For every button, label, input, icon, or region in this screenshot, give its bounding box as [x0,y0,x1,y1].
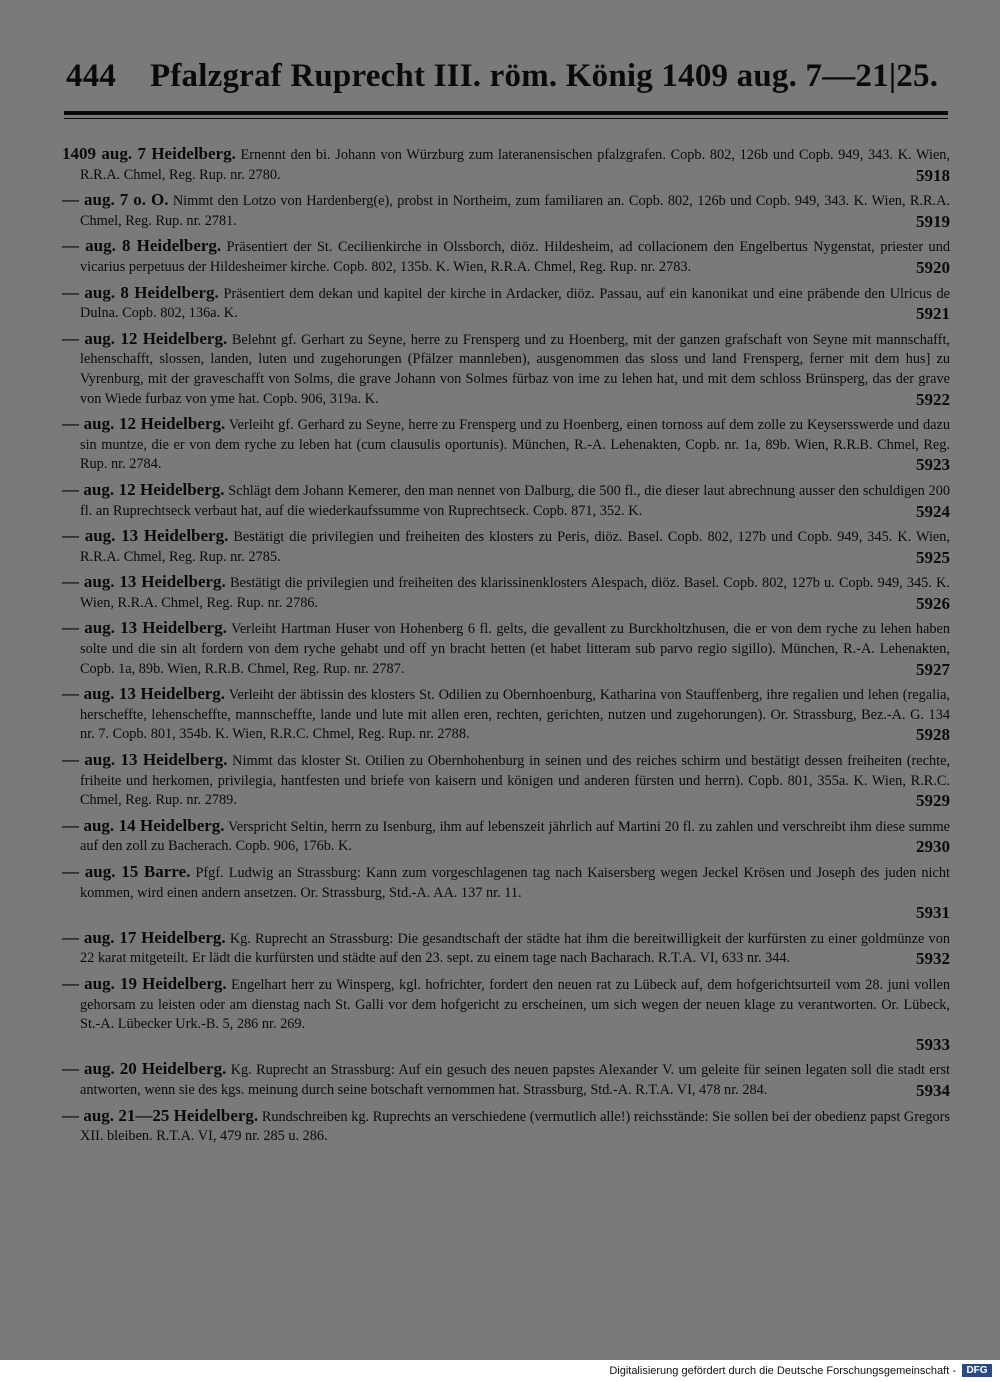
entry-text: Engelhart herr zu Winsperg, kgl. hofrichter, fordert den neuen rat zu Lübeck auf, dem hofgerichtsurteil vom 28. juni vollen gehorsam zu leisten oder am dienstag nach St. Galli vor dem hofgericht zu erscheinen, um sich wegen der neuen klage zu verantworten. Or. Lübeck, St.-A. Lübecker Urk.-B. 5, 286 nr. 269. [80,976,950,1033]
entry-date: — aug. 13 Heidelberg. [62,750,228,770]
entry-text: Präsentiert der St. Cecilienkirche in Olssborch, diöz. Hildesheim, ad collacionem den Engelbertus Nygenstat, priester und vicarius perpetuus der Hildesheimer kirche. Copb. 802, 135b. K. Wien, R.R.A. Chmel, Reg. Rup. nr. 2783. [80,239,951,275]
regest-entry [62,190,950,231]
entry-date: — aug. 12 Heidelberg. [62,328,228,348]
entry-date: — aug. 14 Heidelberg. [62,815,225,835]
entry-number: 5925 [916,547,950,567]
entry-number: 5922 [916,389,950,409]
entry-date: — aug. 15 Barre. [62,862,191,881]
entry-date: — aug. 13 Heidelberg. [62,572,226,592]
regest-entry [62,480,950,521]
regest-entry [62,684,950,745]
header-rule-thin [64,118,948,119]
funding-credit: Digitalisierung gefördert durch die Deutsche Forschungsgemeinschaft - [609,1365,956,1377]
entry-text: Verleiht der äbtissin des klosters St. Odilien zu Obernhoenburg, Katharina von Stauffenberg, ihre regalien und lehen (regalia, herscheffte, lehenscheffte, mannscheffte, lande und lute mit allen eren, rechten, gerichten, nutzen und zugehorungen). Or. Strassburg, Bez.-A. G. 134 nr. 7. Copb. 801, 354b. K. Wien, R.R.C. Chmel, Reg. Rup. nr. 2788. [80,687,950,743]
entry-text: Ernennt den bi. Johann von Würzburg zum lateranensischen pfalzgrafen. Copb. 802, 126b und Copb. 949, 343. K. Wien, R.R.A. Chmel, Reg. Rup. nr. 2780. [80,147,951,183]
entry-number: 5924 [916,501,950,521]
entry-number: 5931 [916,903,950,923]
entry-number: 5929 [916,791,950,811]
regest-entries [62,144,950,1152]
page-title: Pfalzgraf Ruprecht III. röm. König 1409 aug. 7—21|25. [150,58,939,94]
entry-text: Rundschreiben kg. Ruprechts an verschiedene (vermutlich alle!) reichsstände: Sie sollen bei der obedienz papst Gregors XII. bleiben. R.T.A. VI, 479 nr. 285 u. 286. [80,1108,950,1145]
entry-date: — aug. 21—25 Heidelberg. [62,1105,259,1125]
entry-number: 5918 [916,165,950,185]
entry-number: 5920 [916,257,950,277]
entry-number: 5926 [916,593,950,613]
regest-entry [62,414,950,475]
entry-text: Verleiht Hartman Huser von Hohenberg 6 fl. gelts, die gevallent zu Burckholtzhusen, die er von dem ryche zu lehen haben solte und die sin alt fordern von dem ryche gehabt und off yn bracht hetten (et habet litteram sub parvo regio sigillo). München, R.-A. Lehenakten, Copb. 1a, 89b. Wien, R.R.B. Chmel, Reg. Rup. nr. 2787. [80,621,951,677]
footer-bar [0,1360,1000,1382]
regest-entry [62,1059,950,1100]
entry-number: 5933 [916,1034,950,1054]
entry-text: Bestätigt die privilegien und freiheiten des klarissinenklosters Alespach, diöz. Basel. Copb. 802, 127b u. Copb. 949, 345. K. Wien, R.R.A. Chmel, Reg. Rup. nr. 2786. [80,575,950,611]
regest-entry [62,526,950,567]
regest-entry [62,750,950,811]
entry-text: Nimmt das kloster St. Otilien zu Obernhohenburg in seinen und des reiches schirm und bestätigt dessen freiheiten (rechte, friheite und herkomen, privilegia, hantfesten und briefe von kaisern und königen und anderen fürsten und herrn). Copb. 801, 355a. K. Wien, R.R.C. Chmel, Reg. Rup. nr. 2789. [80,753,951,809]
entry-number: 5919 [916,211,950,231]
entry-date: — aug. 17 Heidelberg. [62,927,226,947]
entry-text: Pfgf. Ludwig an Strassburg: Kann zum vorgeschlagenen tag nach Kaisersberg wegen Jeckel Krösen und Joseph des juden nicht kommen, wird einen andern ansetzen. Or. Strassburg, Std.-A. AA. 137 nr. 11. [80,865,950,901]
header-rule-thick [64,111,948,115]
regest-entry [62,283,950,324]
page-header [66,58,946,108]
entry-date: — aug. 13 Heidelberg. [62,526,229,546]
entry-date: — aug. 8 Heidelberg. [62,282,219,302]
entry-text: Präsentiert dem dekan und kapitel der kirche in Ardacker, diöz. Passau, auf ein kanonikat und eine präbende den Ulricus de Dulna. Copb. 802, 136a. K. [80,285,950,322]
entry-text: Verspricht Seltin, herrn zu Isenburg, ihm auf lebenszeit jährlich auf Martini 20 fl. zu zahlen und verschreibt ihm diese summe auf den zoll zu Bacherach. Copb. 906, 176b. K. [80,818,950,855]
entry-date: — aug. 13 Heidelberg. [62,684,226,704]
entry-number: 2930 [916,837,950,857]
regest-entry [62,329,950,409]
entry-text: Kg. Ruprecht an Strassburg: Die gesandtschaft der städte hat ihm die bereitwilligkeit der kurfürsten zu einer goldmünze von 22 karat mitgeteilt. Er lädt die kurfürsten und städte auf den 23. sept. zu einem tage nach Bacharach. R.T.A. VI, 633 nr. 344. [80,930,950,967]
entry-date: — aug. 13 Heidelberg. [62,618,227,638]
entry-number: 5934 [916,1080,950,1100]
entry-text: Belehnt gf. Gerhart zu Seyne, herre zu Frensperg und zu Hoenberg, mit der ganzen grafschaft von Seyne mit mannschafft, lehenschafft, slossen, landen, luten und zugehorungen (Pfälzer mannleben), ausgenommen das sloss und land Frensperg, ferner mit dem hus] zu Vyrenburg, mit der graveschafft von Solms, die grave Johann von Solmes fürbaz von ime zu lehen hat, und mit dem schloss Brünsperg, das der grave von Wiede furbaz von yme hat. Copb. 906, 319a. K. [80,331,950,407]
entry-date: — aug. 12 Heidelberg. [62,414,226,434]
regest-entry [62,816,950,857]
page-number: 444 [66,58,117,94]
entry-date: — aug. 7 o. O. [62,190,169,210]
entry-text: Bestätigt die privilegien und freiheiten des klosters zu Peris, diöz. Basel. Copb. 802, 127b und Copb. 949, 345. K. Wien, R.R.A. Chmel, Reg. Rup. nr. 2785. [80,529,950,565]
regest-entry [62,618,950,679]
regest-entry [62,862,950,923]
entry-date: — aug. 8 Heidelberg. [62,236,222,256]
regest-entry [62,144,950,185]
regest-entry [62,572,950,613]
entry-text: Kg. Ruprecht an Strassburg: Auf ein gesuch des neuen papstes Alexander V. um geleite für seinen legaten soll die stadt erst antworten, wenn sie des kgs. meinung durch seine botschaft vernommen hat. Strassburg, Std.-A. R.T.A. VI, 478 nr. 284. [80,1062,950,1098]
entry-date: — aug. 19 Heidelberg. [62,973,227,993]
entry-text: Verleiht gf. Gerhard zu Seyne, herre zu Frensperg und zu Hoenberg, einen tornoss auf dem zolle zu Keysersswerde und dazu sin muntze, die er von dem ryche zu leben hat (cum clausulis oportunis). München, R.-A. Lehenakten, Copb. nr. 1a, 89b. Wien, R.R.B. Chmel, Reg. Rup. nr. 2784. [80,417,950,473]
regest-entry [62,974,950,1054]
entry-number: 5927 [916,659,950,679]
regest-entry [62,928,950,969]
entry-date: — aug. 12 Heidelberg. [62,479,225,499]
regest-entry [62,236,950,277]
entry-number: 5932 [916,949,950,969]
dfg-logo: DFG [962,1364,992,1377]
entry-date: — aug. 20 Heidelberg. [62,1059,227,1079]
entry-text: Nimmt den Lotzo von Hardenberg(e), probst in Northeim, zum familiaren an. Copb. 802, 126b und Copb. 949, 343. K. Wien, R.R.A. Chmel, Reg. Rup. nr. 2781. [80,193,950,229]
entry-number: 5923 [916,455,950,475]
entry-date: 1409 aug. 7 Heidelberg. [62,144,236,163]
entry-number: 5928 [916,725,950,745]
entry-number: 5921 [916,304,950,324]
regest-entry [62,1106,950,1147]
entry-text: Schlägt dem Johann Kemerer, den man nennet von Dalburg, die 500 fl., die dieser laut abrechnung ausser den schuldigen 200 fl. an Ruprechtseck verbaut hat, auf die wiederkaufssumme von Ruprechtseck. Copb. 871, 352. K. [80,482,951,519]
